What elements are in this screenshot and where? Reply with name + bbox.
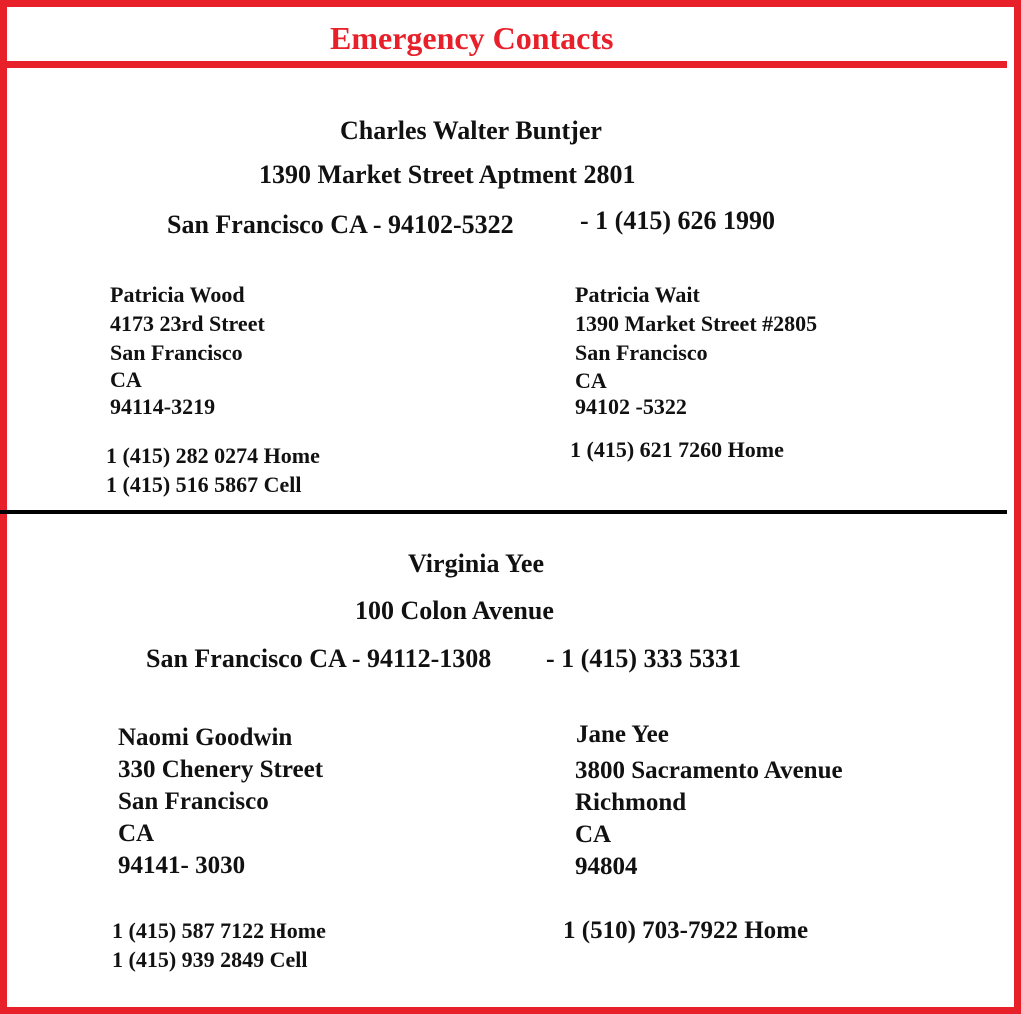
contact-street: 4173 23rd Street (110, 311, 265, 336)
contact-state: CA (575, 821, 612, 848)
contact-state: CA (110, 367, 142, 392)
contact-phone-home: 1 (415) 621 7260 Home (570, 437, 784, 462)
primary-1-street: 1390 Market Street Aptment 2801 (259, 160, 636, 189)
contact-state: CA (118, 820, 155, 847)
contact-name: Naomi Goodwin (118, 724, 293, 751)
contact-phone-home: 1 (415) 587 7122 Home (112, 918, 326, 943)
contact-zip: 94141- 3030 (118, 852, 246, 879)
contact-zip: 94102 -5322 (575, 394, 687, 419)
contact-city: Richmond (575, 789, 687, 816)
contact-city: San Francisco (575, 340, 708, 365)
primary-2-phone: - 1 (415) 333 5331 (546, 644, 741, 673)
contact-phone-home: 1 (415) 282 0274 Home (106, 443, 320, 468)
primary-1-city-zip: San Francisco CA - 94102-5322 (167, 210, 514, 239)
primary-2-street: 100 Colon Avenue (355, 596, 554, 625)
contact-name: Patricia Wait (575, 282, 700, 307)
primary-2-city-zip: San Francisco CA - 94112-1308 (146, 644, 492, 673)
contact-state: CA (575, 368, 607, 393)
contact-name: Jane Yee (576, 721, 669, 748)
contact-city: San Francisco (118, 788, 269, 815)
contact-street: 3800 Sacramento Avenue (575, 757, 843, 784)
contact-name: Patricia Wood (110, 282, 245, 307)
page-title: Emergency Contacts (330, 20, 614, 56)
section-divider (0, 510, 1007, 514)
primary-1-phone: - 1 (415) 626 1990 (580, 206, 775, 235)
contact-zip: 94114-3219 (110, 394, 216, 419)
primary-2-name: Virginia Yee (408, 549, 544, 578)
contact-zip: 94804 (575, 853, 638, 880)
contact-phone-cell: 1 (415) 516 5867 Cell (106, 472, 302, 497)
contact-phone-home: 1 (510) 703-7922 Home (563, 917, 809, 944)
contact-city: San Francisco (110, 340, 243, 365)
contact-phone-cell: 1 (415) 939 2849 Cell (112, 947, 308, 972)
contact-street: 330 Chenery Street (118, 756, 324, 783)
contact-street: 1390 Market Street #2805 (575, 311, 818, 336)
primary-1-name: Charles Walter Buntjer (340, 116, 602, 145)
title-bar (0, 0, 1007, 68)
